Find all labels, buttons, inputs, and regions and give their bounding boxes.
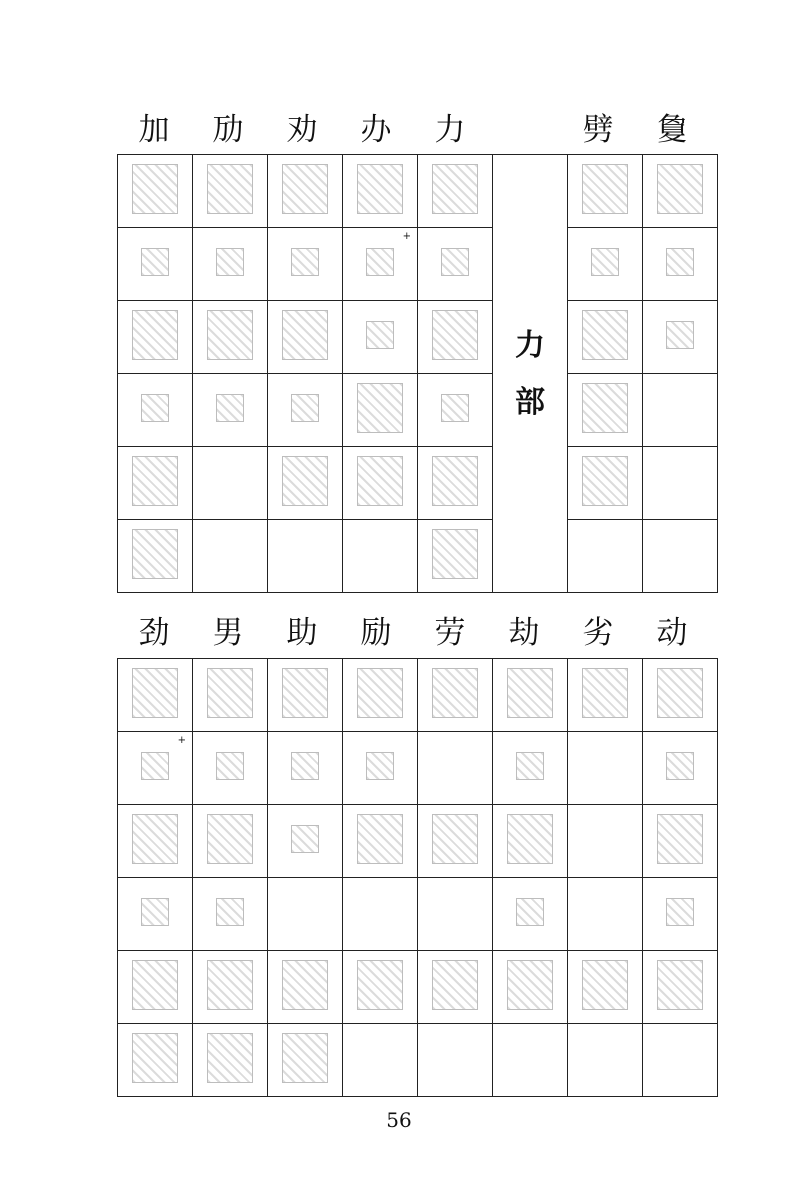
glyph-cell bbox=[343, 228, 418, 301]
glyph-cell bbox=[568, 155, 643, 228]
glyph-cell bbox=[193, 301, 268, 374]
header-char: 劝 bbox=[286, 112, 318, 148]
seal-script-glyph bbox=[657, 164, 703, 214]
seal-script-glyph bbox=[282, 164, 328, 214]
empty-cell bbox=[568, 1024, 643, 1097]
empty-cell bbox=[343, 878, 418, 951]
header-char: 劳 bbox=[434, 615, 466, 651]
glyph-cell bbox=[568, 447, 643, 520]
glyph-cell bbox=[118, 228, 193, 301]
seal-script-glyph bbox=[216, 248, 244, 276]
header-char: 敻 bbox=[656, 112, 688, 148]
seal-script-glyph bbox=[582, 456, 628, 506]
seal-script-glyph bbox=[216, 898, 244, 926]
glyph-cell bbox=[193, 951, 268, 1024]
glyph-cell bbox=[643, 155, 718, 228]
seal-script-glyph bbox=[666, 898, 694, 926]
glyph-cell bbox=[193, 1024, 268, 1097]
plus-mark: + bbox=[402, 231, 411, 242]
seal-script-glyph bbox=[432, 310, 478, 360]
empty-cell bbox=[418, 732, 493, 805]
seal-script-glyph bbox=[591, 248, 619, 276]
empty-cell bbox=[418, 878, 493, 951]
header-char: 动 bbox=[656, 615, 688, 651]
glyph-cell bbox=[268, 155, 343, 228]
glyph-cell bbox=[118, 732, 193, 805]
seal-script-glyph bbox=[282, 1033, 328, 1083]
empty-cell bbox=[193, 447, 268, 520]
glyph-cell bbox=[568, 228, 643, 301]
seal-script-glyph bbox=[207, 310, 253, 360]
glyph-cell bbox=[268, 1024, 343, 1097]
seal-script-glyph bbox=[432, 960, 478, 1010]
header-char: 劲 bbox=[138, 615, 170, 651]
seal-script-glyph bbox=[141, 752, 169, 780]
glyph-cell bbox=[343, 732, 418, 805]
seal-script-glyph bbox=[141, 394, 169, 422]
seal-script-glyph bbox=[291, 752, 319, 780]
seal-script-glyph bbox=[141, 248, 169, 276]
seal-script-glyph bbox=[132, 668, 178, 718]
empty-cell bbox=[268, 878, 343, 951]
empty-cell bbox=[343, 1024, 418, 1097]
seal-script-glyph bbox=[132, 1033, 178, 1083]
glyph-cell bbox=[418, 301, 493, 374]
seal-script-glyph bbox=[432, 456, 478, 506]
empty-cell bbox=[493, 1024, 568, 1097]
seal-script-glyph bbox=[291, 825, 319, 853]
glyph-cell bbox=[118, 374, 193, 447]
glyph-cell bbox=[193, 155, 268, 228]
seal-script-glyph bbox=[207, 814, 253, 864]
seal-script-glyph bbox=[432, 814, 478, 864]
seal-script-glyph bbox=[441, 394, 469, 422]
seal-script-glyph bbox=[132, 960, 178, 1010]
seal-script-glyph bbox=[282, 456, 328, 506]
glyph-cell bbox=[418, 155, 493, 228]
header-char: 劣 bbox=[582, 615, 614, 651]
empty-cell bbox=[568, 732, 643, 805]
seal-script-glyph bbox=[657, 668, 703, 718]
glyph-cell bbox=[343, 447, 418, 520]
section1-headers bbox=[117, 108, 709, 152]
seal-script-glyph bbox=[207, 164, 253, 214]
glyph-cell bbox=[118, 155, 193, 228]
seal-script-glyph bbox=[132, 814, 178, 864]
glyph-cell bbox=[343, 374, 418, 447]
seal-script-glyph bbox=[357, 668, 403, 718]
empty-cell bbox=[343, 520, 418, 593]
seal-script-glyph bbox=[141, 898, 169, 926]
seal-script-glyph bbox=[582, 668, 628, 718]
glyph-cell bbox=[193, 878, 268, 951]
glyph-cell bbox=[118, 447, 193, 520]
seal-script-glyph bbox=[366, 321, 394, 349]
glyph-cell bbox=[193, 374, 268, 447]
seal-script-glyph bbox=[207, 960, 253, 1010]
page-number: 56 bbox=[386, 1108, 412, 1132]
seal-script-glyph bbox=[282, 960, 328, 1010]
section2-grid bbox=[117, 658, 718, 1097]
glyph-cell bbox=[268, 805, 343, 878]
seal-script-glyph bbox=[282, 310, 328, 360]
seal-script-glyph bbox=[357, 383, 403, 433]
glyph-cell bbox=[343, 805, 418, 878]
glyph-cell bbox=[418, 374, 493, 447]
seal-script-glyph bbox=[582, 960, 628, 1010]
header-char: 劢 bbox=[212, 112, 244, 148]
radical-section-label: 部 bbox=[515, 384, 545, 420]
glyph-cell bbox=[343, 155, 418, 228]
seal-script-glyph bbox=[132, 164, 178, 214]
glyph-cell bbox=[193, 659, 268, 732]
header-char: 劈 bbox=[582, 112, 614, 148]
radical-char: 力 bbox=[515, 327, 545, 363]
seal-script-glyph bbox=[132, 310, 178, 360]
glyph-cell bbox=[568, 659, 643, 732]
seal-script-glyph bbox=[282, 668, 328, 718]
glyph-cell bbox=[493, 732, 568, 805]
glyph-cell bbox=[268, 732, 343, 805]
glyph-cell bbox=[268, 447, 343, 520]
seal-script-glyph bbox=[357, 164, 403, 214]
glyph-cell bbox=[268, 659, 343, 732]
seal-script-glyph bbox=[666, 248, 694, 276]
seal-script-glyph bbox=[432, 164, 478, 214]
seal-script-glyph bbox=[516, 898, 544, 926]
glyph-cell bbox=[193, 805, 268, 878]
empty-cell bbox=[418, 1024, 493, 1097]
glyph-cell bbox=[118, 951, 193, 1024]
glyph-cell bbox=[418, 520, 493, 593]
seal-script-glyph bbox=[291, 248, 319, 276]
seal-script-glyph bbox=[666, 752, 694, 780]
seal-script-glyph bbox=[666, 321, 694, 349]
glyph-cell bbox=[118, 520, 193, 593]
glyph-cell bbox=[193, 732, 268, 805]
glyph-cell bbox=[643, 732, 718, 805]
seal-script-glyph bbox=[507, 668, 553, 718]
section1-grid bbox=[117, 154, 718, 593]
glyph-cell bbox=[343, 301, 418, 374]
glyph-cell bbox=[418, 228, 493, 301]
seal-script-glyph bbox=[216, 394, 244, 422]
empty-cell bbox=[568, 520, 643, 593]
glyph-cell bbox=[568, 374, 643, 447]
section2-headers bbox=[117, 611, 709, 655]
glyph-cell bbox=[118, 659, 193, 732]
seal-script-glyph bbox=[207, 1033, 253, 1083]
header-char: 劫 bbox=[508, 615, 540, 651]
glyph-cell bbox=[643, 805, 718, 878]
seal-script-glyph bbox=[207, 668, 253, 718]
glyph-cell bbox=[493, 659, 568, 732]
seal-script-glyph bbox=[132, 529, 178, 579]
glyph-cell bbox=[118, 878, 193, 951]
glyph-cell bbox=[193, 228, 268, 301]
seal-script-glyph bbox=[366, 248, 394, 276]
header-char: 男 bbox=[212, 615, 244, 651]
seal-script-glyph bbox=[657, 960, 703, 1010]
header-char: 办 bbox=[360, 112, 392, 148]
seal-script-glyph bbox=[507, 960, 553, 1010]
empty-cell bbox=[643, 447, 718, 520]
glyph-cell bbox=[568, 951, 643, 1024]
empty-cell bbox=[568, 805, 643, 878]
empty-cell bbox=[643, 520, 718, 593]
seal-script-glyph bbox=[507, 814, 553, 864]
glyph-cell bbox=[418, 805, 493, 878]
empty-cell bbox=[643, 1024, 718, 1097]
seal-script-glyph bbox=[657, 814, 703, 864]
glyph-cell bbox=[343, 659, 418, 732]
glyph-cell bbox=[418, 447, 493, 520]
seal-script-glyph bbox=[432, 529, 478, 579]
seal-script-glyph bbox=[582, 383, 628, 433]
seal-script-glyph bbox=[582, 310, 628, 360]
glyph-cell bbox=[643, 659, 718, 732]
glyph-cell bbox=[568, 301, 643, 374]
glyph-cell bbox=[268, 228, 343, 301]
plus-mark: + bbox=[177, 735, 186, 746]
seal-script-glyph bbox=[216, 752, 244, 780]
glyph-cell bbox=[118, 805, 193, 878]
seal-script-glyph bbox=[516, 752, 544, 780]
header-char: 助 bbox=[286, 615, 318, 651]
glyph-cell bbox=[643, 951, 718, 1024]
seal-script-glyph bbox=[441, 248, 469, 276]
glyph-cell bbox=[493, 951, 568, 1024]
empty-cell bbox=[643, 374, 718, 447]
glyph-cell bbox=[643, 228, 718, 301]
seal-script-glyph bbox=[432, 668, 478, 718]
glyph-cell bbox=[643, 301, 718, 374]
seal-script-glyph bbox=[357, 456, 403, 506]
empty-cell bbox=[268, 520, 343, 593]
glyph-cell bbox=[118, 301, 193, 374]
seal-script-glyph bbox=[357, 814, 403, 864]
seal-script-glyph bbox=[291, 394, 319, 422]
glyph-cell bbox=[493, 878, 568, 951]
glyph-cell bbox=[268, 951, 343, 1024]
seal-script-glyph bbox=[366, 752, 394, 780]
glyph-cell bbox=[343, 951, 418, 1024]
glyph-cell bbox=[268, 301, 343, 374]
glyph-cell bbox=[268, 374, 343, 447]
seal-script-glyph bbox=[582, 164, 628, 214]
glyph-cell bbox=[493, 805, 568, 878]
empty-cell bbox=[568, 878, 643, 951]
header-char: 励 bbox=[360, 615, 392, 651]
glyph-cell bbox=[418, 951, 493, 1024]
glyph-cell bbox=[118, 1024, 193, 1097]
radical-label-cell bbox=[493, 155, 568, 593]
glyph-cell bbox=[418, 659, 493, 732]
header-char: 力 bbox=[434, 112, 466, 148]
header-char: 加 bbox=[138, 112, 170, 148]
seal-script-glyph bbox=[357, 960, 403, 1010]
glyph-cell bbox=[643, 878, 718, 951]
seal-script-glyph bbox=[132, 456, 178, 506]
empty-cell bbox=[193, 520, 268, 593]
